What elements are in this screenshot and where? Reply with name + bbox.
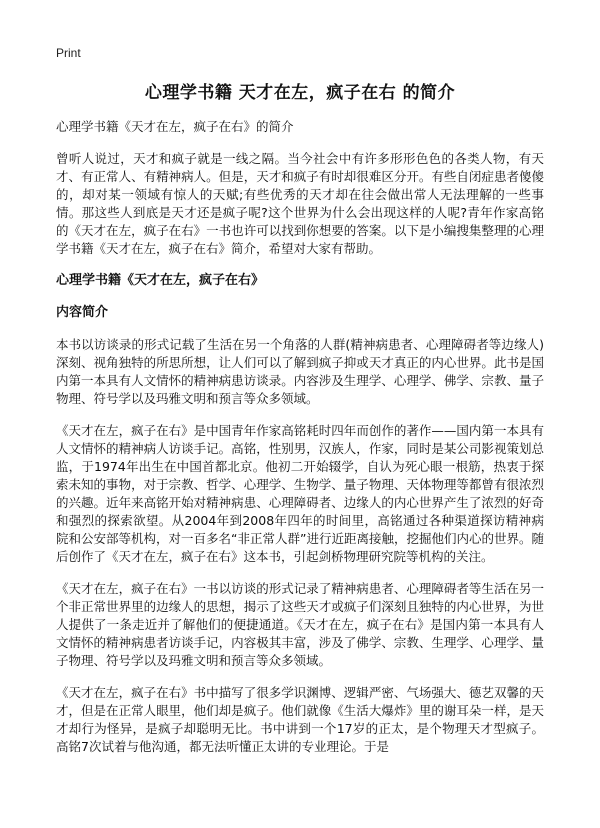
intro-heading: 心理学书籍《天才在左，疯子在右》的简介 — [56, 119, 294, 134]
print-label[interactable]: Print — [56, 46, 81, 60]
summary-paragraph: 本书以访谈录的形式记载了生活在另一个角落的人群(精神病患者、心理障碍者等边缘人)深刻、视角独特的所思所想，让人们可以了解到疯子抑或天才真正的内心世界。此书是国内第一本具有人文情怀的精神病患访谈录。内容涉及生理学、心理学、佛学、宗教、量子物理、符号学以及玛雅文明和预言等众多领域。 — [56, 337, 544, 406]
summary-heading: 内容简介 — [56, 305, 109, 320]
page-title: 心理学书籍 天才在左，疯子在右 的简介 — [144, 83, 456, 103]
intro-paragraph: 曾听人说过，天才和疯子就是一线之隔。当今社会中有许多形形色色的各类人物，有天才、有正常人、有精神病人。但是，天才和疯子有时却很难区分开。有些自闭症患者傻傻的，却对某一领域有惊人的天赋;有些优秀的天才却在往会做出常人无法理解的一些事情。那这些人到底是天才还是疯子呢?这个世界为什么会出现这样的人呢?青年作家高铭的《天才在左，疯子在右》一书也许可以找到你想要的答案。以下是小编搜集整理的心理学书籍《天才在左，疯子在右》简介，希望对大家有帮助。 — [56, 151, 544, 256]
author-paragraph: 《天才在左，疯子在右》是中国青年作家高铭耗时四年而创作的著作——国内第一本具有人文情怀的精神病人访谈手记。高铭，性别男，汉族人，作家，同时是某公司影视策划总监，于1974年出生在中国首都北京。他初二开始辍学，自认为死心眼一根筋，热衷于探索未知的事物，对于宗教、哲学、心理学、生物学、量子物理、天体物理等都曾有很浓烈的兴趣。近年来高铭开始对精神病患、心理障碍者、边缘人的内心世界产生了浓烈的好奇和强烈的探索欲望。从2004年到2008年四年的时间里，高铭通过各种渠道探访精神病院和公安部等机构，对一百多名“非正常人群”进行近距离接触，挖掘他们内心的世界。随后创作了《天才在左，疯子在右》这本书，引起剑桥物理研究院等机构的关注。 — [56, 423, 544, 564]
characters-paragraph: 《天才在左，疯子在右》书中描写了很多学识渊博、逻辑严密、气场强大、德艺双馨的天才，但是在正常人眼里，他们却是疯子。他们就像《生活大爆炸》里的谢耳朵一样，是天才却行为怪异，是疯子却聪明无比。书中讲到一个17岁的正太，是个物理天才型疯子。高铭7次试着与他沟通，都无法听懂正太讲的专业理论。于是 — [56, 685, 544, 754]
book-description-paragraph: 《天才在左，疯子在右》一书以访谈的形式记录了精神病患者、心理障碍者等生活在另一个非正常世界里的边缘人的思想，揭示了这些天才或疯子们深刻且独特的内心世界，为世人提供了一条走近并了解他们的便捷通道。《天才在左，疯子在右》是国内第一本具有人文情怀的精神病患者访谈手记，内容极其丰富，涉及了佛学、宗教、生理学、心理学、量子物理、符号学以及玛雅文明和预言等众多领域。 — [56, 581, 544, 668]
book-heading: 心理学书籍《天才在左，疯子在右》 — [56, 273, 265, 288]
article-body — [56, 118, 544, 770]
